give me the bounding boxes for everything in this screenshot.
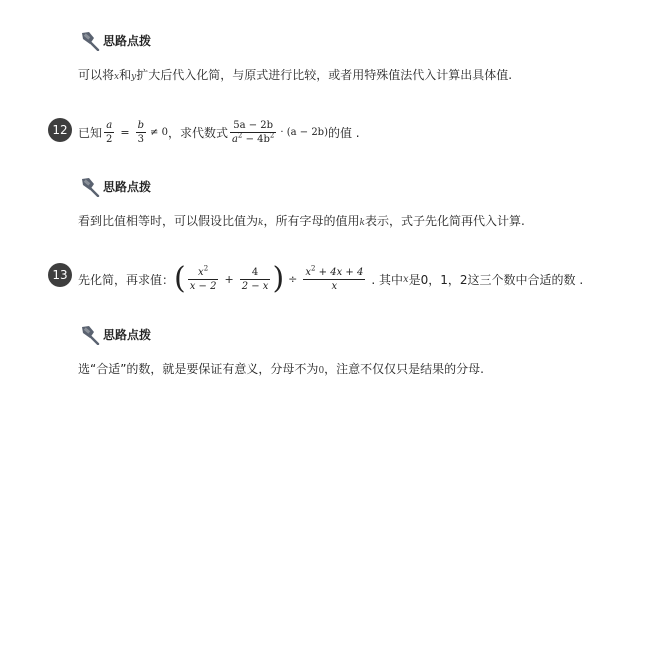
fraction-quadratic-over-x: $\frac{x^2 + 4x + 4}{x}$ bbox=[305, 264, 364, 292]
fraction-4-over-2-minus-x: $\frac{4}{2 - x}$ bbox=[241, 266, 269, 292]
pin-pen-icon bbox=[78, 29, 100, 51]
question-13-stem: 先化简，再求值： ( $\frac{x^2}{x - 2}$ + $\frac{4}{2 - x}$ ) ÷ $\frac{x^2 + 4x + 4}{x}$ . 其中 x 是0，1，2这三个数中合适的数 . bbox=[78, 261, 584, 296]
fraction-x2-over-x-minus-2: $\frac{x^2}{x - 2}$ bbox=[189, 264, 217, 292]
question-number-badge-12: 12 bbox=[48, 118, 72, 142]
hint-text-2: 看到比值相等时，可以假设比值为k，所有字母的值用k表示，式子先化简再代入计算. bbox=[78, 214, 525, 228]
question-number-badge-13: 13 bbox=[48, 263, 72, 287]
expression-fraction: $\frac{5a - 2b}{a^2 - 4b^2}$ bbox=[231, 119, 275, 145]
fraction-a-over-2: $\frac{a}{2}$ bbox=[106, 119, 113, 145]
fraction-b-over-3: $\frac{b}{3}$ bbox=[137, 119, 145, 145]
hint-text-3: 选“合适”的数，就是要保证有意义，分母不为0，注意不仅仅只是结果的分母. bbox=[78, 362, 484, 376]
tip-title: 思路点拨 bbox=[103, 327, 152, 342]
tip-header-2 bbox=[78, 175, 151, 197]
hint-text-1: 可以将x和y扩大后代入化简，与原式进行比较，或者用特殊值法代入计算出具体值. bbox=[78, 68, 513, 82]
pin-pen-icon bbox=[78, 175, 100, 197]
pin-pen-icon bbox=[78, 323, 100, 345]
tip-header-3 bbox=[78, 323, 151, 345]
tip-header-1 bbox=[78, 29, 151, 51]
question-12-stem: 已知 $\frac{a}{2}$ = $\frac{b}{3}$ ≠ 0 ，求代数式 $\frac{5a - 2b}{a^2 - 4b^2}$ · (a − 2b) 的值 . bbox=[78, 119, 360, 145]
tip-title: 思路点拨 bbox=[103, 33, 152, 48]
tip-title: 思路点拨 bbox=[103, 179, 152, 194]
